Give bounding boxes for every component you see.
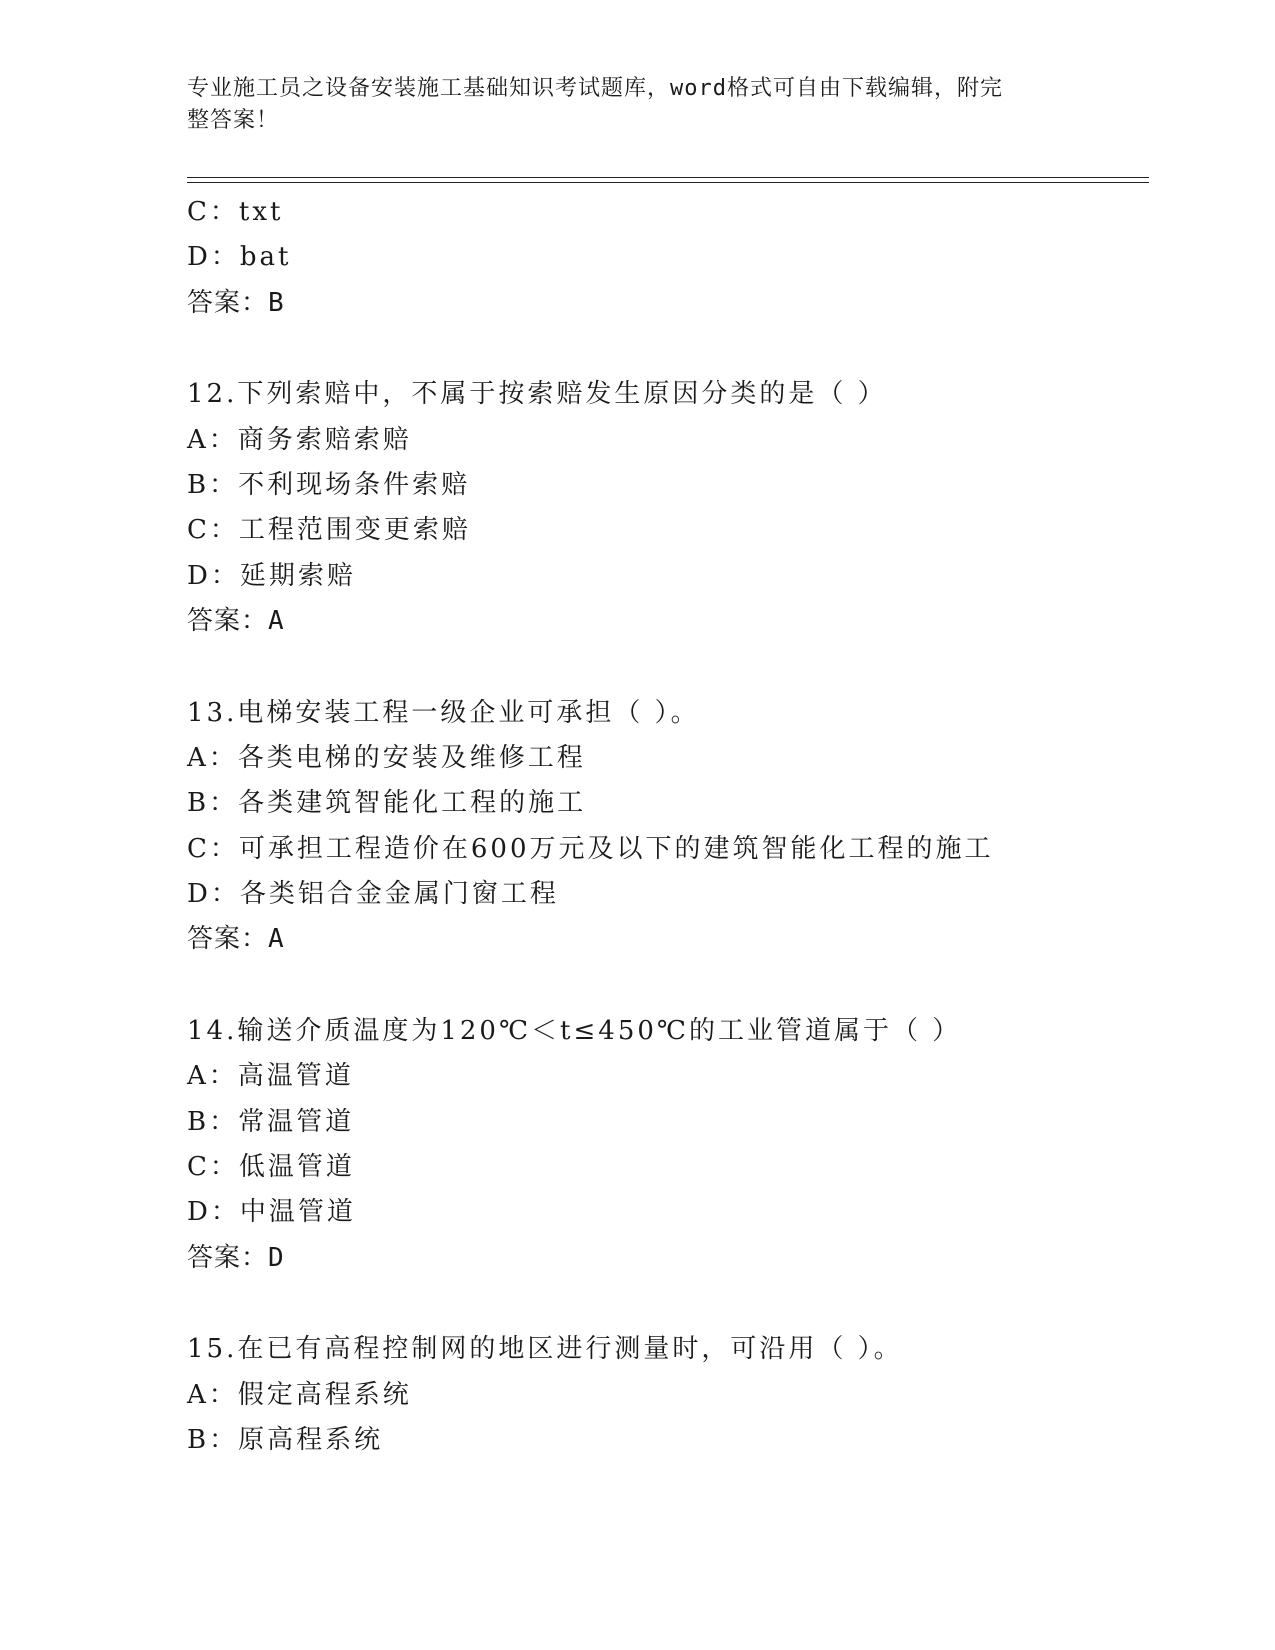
option-d: D：延期索赔 xyxy=(187,560,356,591)
option-c: C：低温管道 xyxy=(187,1152,355,1183)
option-c: C：可承担工程造价在600万元及以下的建筑智能化工程的施工 xyxy=(187,833,994,864)
question-15 xyxy=(187,1327,1147,1463)
answer-line: 答案：A xyxy=(187,606,285,637)
option-a: A：高温管道 xyxy=(187,1061,354,1092)
option-a: A：各类电梯的安装及维修工程 xyxy=(187,742,586,773)
option-b: B：原高程系统 xyxy=(187,1424,384,1455)
question-14 xyxy=(187,1009,1147,1281)
header-line-1: 专业施工员之设备安装施工基础知识考试题库，word格式可自由下载编辑，附完 xyxy=(187,76,1003,101)
question-stem: 13.电梯安装工程一级企业可承担（ ）。 xyxy=(187,697,700,728)
answer-line: 答案：A xyxy=(187,924,285,955)
option-c: C：工程范围变更索赔 xyxy=(187,515,471,546)
option-d: D：各类铝合金金属门窗工程 xyxy=(187,879,559,910)
document-header xyxy=(187,73,1077,137)
question-stem: 15.在已有高程控制网的地区进行测量时，可沿用（ ）。 xyxy=(187,1334,903,1365)
question-stem: 12.下列索赔中，不属于按索赔发生原因分类的是（ ） xyxy=(187,379,887,410)
option-c: C：txt xyxy=(187,197,284,227)
spacer xyxy=(187,963,1147,1009)
option-b: B：各类建筑智能化工程的施工 xyxy=(187,788,587,819)
answer-line: 答案：D xyxy=(187,1242,285,1273)
header-divider-top xyxy=(187,177,1149,178)
option-d: D：bat xyxy=(187,242,292,273)
question-stem: 14.输送介质温度为120℃＜t≤450℃的工业管道属于（ ） xyxy=(187,1015,962,1046)
spacer xyxy=(187,645,1147,691)
question-list xyxy=(187,190,1147,1463)
header-divider-bottom xyxy=(187,182,1149,183)
option-b: B：不利现场条件索赔 xyxy=(187,469,471,500)
previous-question-tail xyxy=(187,190,1147,326)
spacer xyxy=(187,1281,1147,1327)
spacer xyxy=(187,326,1147,372)
option-a: A：假定高程系统 xyxy=(187,1379,412,1410)
question-12 xyxy=(187,372,1147,644)
option-a: A：商务索赔索赔 xyxy=(187,424,412,455)
answer-line: 答案：B xyxy=(187,287,285,318)
question-13 xyxy=(187,691,1147,963)
header-line-2: 整答案！ xyxy=(187,108,280,133)
option-b: B：常温管道 xyxy=(187,1106,355,1137)
option-d: D：中温管道 xyxy=(187,1197,356,1228)
